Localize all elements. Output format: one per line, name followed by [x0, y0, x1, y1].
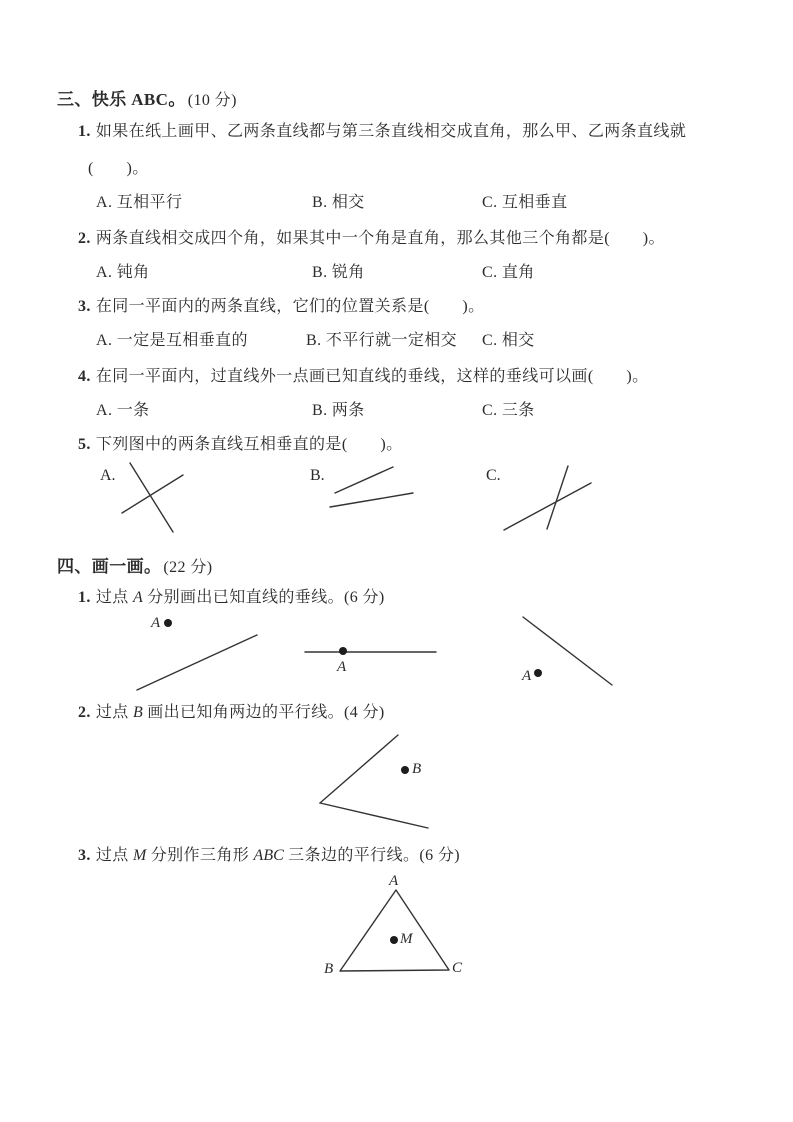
section3-heading: [57, 85, 237, 110]
line-segment: [130, 463, 173, 532]
q5-figure-b-label: B.: [310, 467, 325, 484]
s4q2-text-line: [78, 699, 385, 722]
q3-option-c: C. 相交: [482, 332, 535, 349]
triangle-abc: [340, 890, 449, 971]
s4q1-fig3-point-label: A: [522, 668, 532, 684]
q4-number: 4.: [78, 368, 91, 385]
angle-ray-upper: [320, 735, 398, 803]
q3-number: 3.: [78, 298, 91, 315]
q2-number: 2.: [78, 230, 91, 247]
q4-option-b: B. 两条: [312, 402, 365, 419]
q5-text: 下列图中的两条直线互相垂直的是( )。: [95, 436, 403, 453]
q3-text-line: [78, 293, 484, 316]
s4q1-number: 1.: [78, 589, 91, 606]
angle-ray-lower: [320, 803, 428, 828]
section4-heading-title: 四、画一画。: [57, 557, 162, 576]
q5-figure-b: [300, 455, 430, 525]
q1-number: 1.: [78, 123, 91, 140]
s4q1-figure-2: [298, 638, 443, 673]
section3-heading-score: (10 分): [187, 92, 237, 109]
q5-figure-a: [95, 455, 205, 540]
s4q2-text-pre: 过点: [95, 704, 134, 721]
s4q1-text-pre: 过点: [95, 589, 134, 606]
s4q3-text-line: [78, 842, 460, 865]
s4q1-figure-3: [515, 610, 620, 695]
s4q1-text-line: [78, 584, 385, 607]
q2-option-a: A. 钝角: [96, 264, 150, 281]
s4q1-figure-1: [125, 608, 270, 698]
point-dot: [401, 766, 409, 774]
s4q1-point-letter: A: [133, 589, 143, 606]
point-dot: [390, 936, 398, 944]
q5-text-line: [78, 431, 402, 454]
point-dot: [339, 647, 347, 655]
known-line: [137, 635, 257, 690]
s4q3-text-post: 三条边的平行线。(6 分): [283, 847, 461, 864]
s4q3-text-mid: 分别作三角形: [146, 847, 254, 864]
s4q2-text-post: 画出已知角两边的平行线。(4 分): [142, 704, 385, 721]
s4q3-text-pre: 过点: [95, 847, 134, 864]
s4q2-angle-figure: [310, 728, 440, 836]
q4-text: 在同一平面内，过直线外一点画已知直线的垂线，这样的垂线可以画( )。: [95, 368, 649, 385]
s4q1-fig2-point-label: A: [337, 659, 347, 675]
q5-figure-a-label: A.: [100, 467, 116, 484]
q1-answer-blank: ( )。: [88, 160, 149, 177]
s4q1-fig1-point-label: A: [151, 615, 161, 631]
s4q3-vertex-a-label: A: [389, 873, 399, 889]
s4q2-point-label: B: [412, 761, 422, 777]
line-segment: [504, 483, 591, 530]
line-segment: [335, 467, 393, 493]
q2-text: 两条直线相交成四个角，如果其中一个角是直角，那么其他三个角都是( )。: [95, 230, 665, 247]
s4q3-triangle-figure: [328, 883, 463, 983]
q2-option-b: B. 锐角: [312, 264, 365, 281]
point-dot: [534, 669, 542, 677]
s4q2-point-letter: B: [133, 704, 143, 721]
q1-option-a: A. 互相平行: [96, 194, 183, 211]
q5-figure-c: [490, 450, 605, 545]
section4-heading-score: (22 分): [163, 559, 213, 576]
s4q3-vertex-c-label: C: [452, 960, 463, 976]
section3-heading-title: 三、快乐 ABC。: [57, 90, 186, 109]
s4q2-number: 2.: [78, 704, 91, 721]
s4q3-triangle-letters: ABC: [253, 847, 284, 864]
s4q3-point-m-label: M: [400, 931, 413, 947]
section4-heading: [57, 552, 212, 577]
line-segment: [330, 493, 413, 507]
q1-option-c: C. 互相垂直: [482, 194, 568, 211]
q4-option-a: A. 一条: [96, 402, 150, 419]
q3-option-a: A. 一定是互相垂直的: [96, 332, 248, 349]
s4q3-point-letter: M: [133, 847, 147, 864]
point-dot: [164, 619, 172, 627]
q2-option-c: C. 直角: [482, 264, 535, 281]
q3-text: 在同一平面内的两条直线，它们的位置关系是( )。: [95, 298, 485, 315]
q4-option-c: C. 三条: [482, 402, 535, 419]
q2-text-line: [78, 225, 665, 248]
q5-number: 5.: [78, 436, 91, 453]
q1-text: 如果在纸上画甲、乙两条直线都与第三条直线相交成直角，那么甲、乙两条直线就: [95, 123, 687, 140]
line-segment: [122, 475, 183, 513]
q4-text-line: [78, 363, 648, 386]
s4q3-number: 3.: [78, 847, 91, 864]
q3-option-b: B. 不平行就一定相交: [306, 332, 458, 349]
s4q1-text-post: 分别画出已知直线的垂线。(6 分): [142, 589, 385, 606]
q1-text-line: [78, 118, 686, 141]
s4q3-vertex-b-label: B: [324, 961, 334, 977]
q5-figure-c-label: C.: [486, 467, 501, 484]
q1-option-b: B. 相交: [312, 194, 365, 211]
